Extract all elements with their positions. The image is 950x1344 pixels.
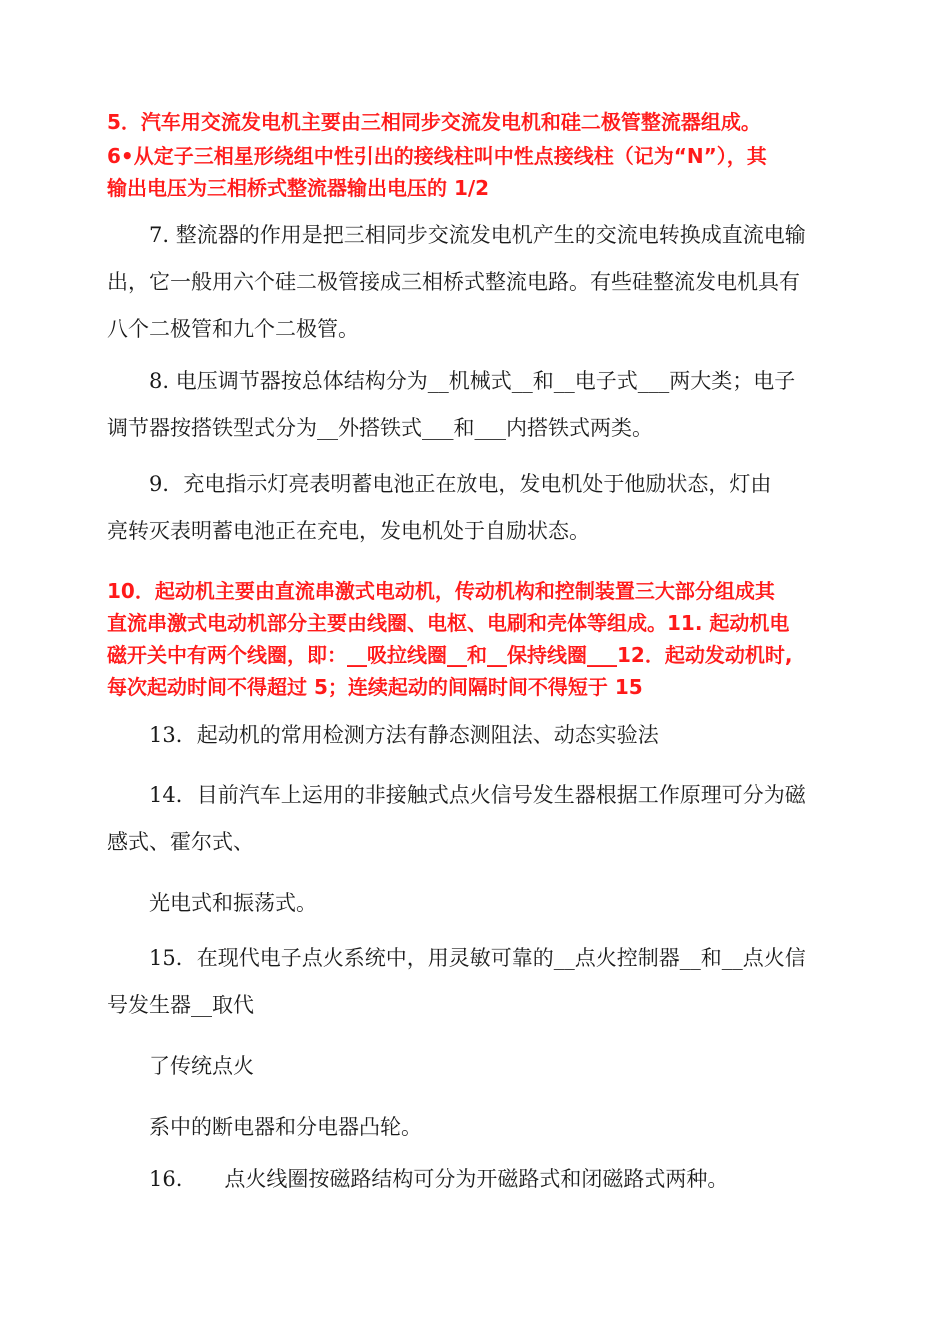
paragraph-15-line-1: 15．在现代电子点火系统中，用灵敏可靠的__点火控制器__和__点火信 <box>107 946 806 970</box>
paragraph-6-line-2: 输出电压为三相桥式整流器输出电压的 1/2 <box>107 176 490 200</box>
paragraph-7-line-2: 出，它一般用六个硅二极管接成三相桥式整流电路。有些硅整流发电机具有 <box>107 270 800 294</box>
paragraph-13-line-1: 13．起动机的常用检测方法有静态测阻法、动态实验法 <box>107 723 659 747</box>
paragraph-14-line-3: 光电式和振荡式。 <box>107 891 317 915</box>
paragraph-9-line-1: 9．充电指示灯亮表明蓄电池正在放电，发电机处于他励状态，灯由 <box>107 472 772 496</box>
paragraph-16-line-1: 16. 点火线圈按磁路结构可分为开磁路式和闭磁路式两种。 <box>107 1167 729 1191</box>
paragraph-5-line-1: 5．汽车用交流发电机主要由三相同步交流发电机和硅二极管整流器组成。 <box>107 110 761 134</box>
paragraph-15 <box>107 935 867 1151</box>
paragraph-14 <box>107 772 867 927</box>
paragraph-7 <box>107 212 867 353</box>
paragraph-5 <box>107 108 887 136</box>
paragraph-9-line-2: 亮转灭表明蓄电池正在充电，发电机处于自励状态。 <box>107 519 590 543</box>
paragraph-8-line-2: 调节器按搭铁型式分为__外搭铁式___和___内搭铁式两类。 <box>107 416 653 440</box>
paragraph-13 <box>107 712 867 759</box>
paragraph-16 <box>107 1156 867 1203</box>
paragraph-9 <box>107 461 867 555</box>
paragraph-6 <box>107 142 887 202</box>
paragraph-10-line-2: 直流串激式电动机部分主要由线圈、电枢、电刷和壳体等组成。11. 起动机电 <box>107 611 790 635</box>
paragraph-15-line-2: 号发生器__取代 <box>107 993 254 1017</box>
paragraph-10-line-4: 每次起动时间不得超过 5；连续起动的间隔时间不得短于 15 <box>107 675 643 699</box>
paragraph-7-line-3: 八个二极管和九个二极管。 <box>107 317 359 341</box>
paragraph-8-line-1: 8. 电压调节器按总体结构分为__机械式__和__电子式___两大类；电子 <box>107 369 796 393</box>
paragraph-7-line-1: 7. 整流器的作用是把三相同步交流发电机产生的交流电转换成直流电输 <box>107 223 806 247</box>
paragraph-10-line-1: 10．起动机主要由直流串激式电动机，传动机构和控制装置三大部分组成其 <box>107 579 775 603</box>
paragraph-15-line-3: 了传统点火 <box>107 1054 254 1078</box>
paragraph-14-line-1: 14．目前汽车上运用的非接触式点火信号发生器根据工作原理可分为磁 <box>107 783 806 807</box>
paragraph-10-line-3: 磁开关中有两个线圈，即：__吸拉线圈__和__保持线圈___12．起动发动机时, <box>107 643 793 667</box>
paragraph-14-line-2: 感式、霍尔式、 <box>107 830 254 854</box>
paragraph-10-12 <box>107 577 887 701</box>
paragraph-6-line-1: 6•从定子三相星形绕组中性引出的接线柱叫中性点接线柱（记为“N”），其 <box>107 144 767 168</box>
paragraph-15-line-4: 系中的断电器和分电器凸轮。 <box>107 1115 422 1139</box>
paragraph-8 <box>107 358 867 452</box>
